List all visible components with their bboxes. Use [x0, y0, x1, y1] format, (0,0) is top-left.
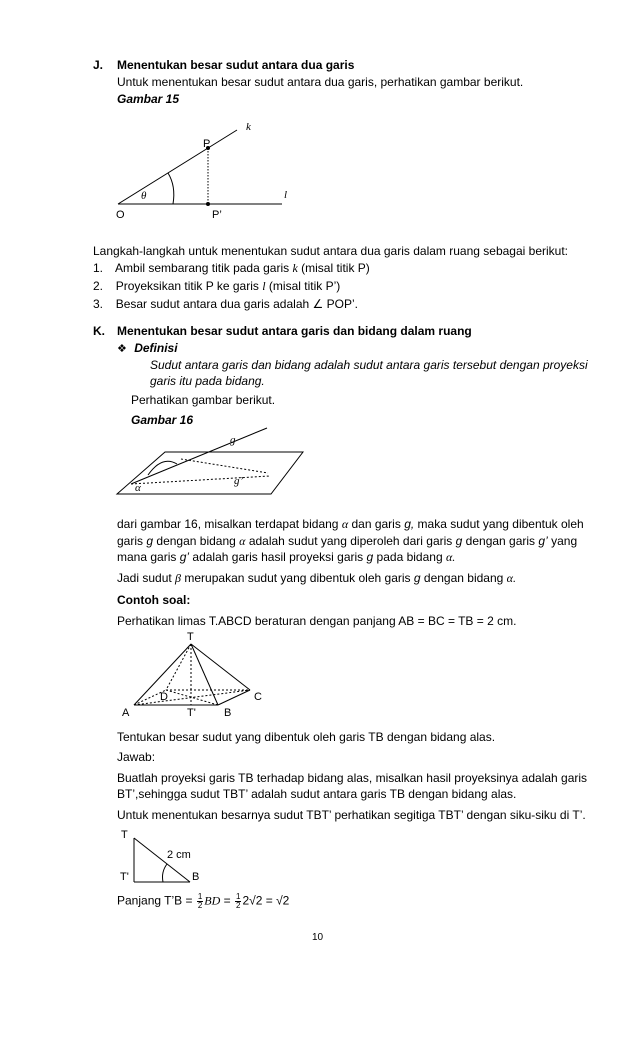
fraction-half: $\frac{1}{2}$	[236, 892, 241, 910]
pyramid-label-d: D	[160, 691, 168, 703]
pyramid-label-t-prime: T'	[187, 707, 196, 719]
section-j-letter: J.	[93, 58, 104, 72]
label-o: O	[116, 209, 125, 221]
contoh-soal-title: Contoh soal:	[117, 593, 191, 607]
label-g: g	[230, 434, 236, 446]
step-text: Besar sudut antara dua garis adalah	[115, 297, 310, 311]
step-symbol: k	[292, 261, 298, 275]
step-number: 1.	[93, 261, 104, 275]
section-k-title: Menentukan besar sudut antara garis dan bidang dalam ruang	[117, 324, 472, 338]
label-theta: θ	[141, 190, 147, 202]
page-number: 10	[312, 932, 324, 943]
triangle-label-length: 2 cm	[167, 849, 191, 861]
definisi-line-2: garis itu pada bidang.	[150, 374, 265, 388]
step-text-tail: (misal titik P’)	[268, 279, 341, 293]
section-k-letter: K.	[93, 324, 105, 338]
question-text: Tentukan besar sudut yang dibentuk oleh garis TB dengan bidang alas.	[117, 730, 496, 744]
triangle-label-t: T	[121, 829, 128, 841]
pyramid-label-b: B	[224, 707, 232, 719]
step-number: 3.	[93, 297, 104, 311]
definisi-line-1: Sudut antara garis dan bidang adalah sudut antara garis tersebut dengan proyeksi	[150, 358, 588, 372]
angle-symbol: ∠	[312, 297, 324, 311]
pyramid-label-c: C	[254, 691, 262, 703]
triangle-angle-arc	[163, 864, 168, 882]
label-g-prime: g’	[234, 475, 244, 487]
label-k: k	[246, 121, 251, 133]
step-text-tail: (misal titik P)	[301, 261, 370, 275]
figure-15-caption: Gambar 15	[117, 92, 180, 106]
triangle-label-b: B	[192, 871, 200, 883]
step-text: Proyeksikan titik P ke garis	[115, 279, 259, 293]
step-text: Ambil sembarang titik pada garis	[115, 261, 290, 275]
explain-line-3: mana garis g’ adalah garis hasil proyeksi garis g pada bidang α.	[117, 550, 456, 564]
answer-line-3: Untuk menentukan besarnya sudut TBT’ perhatikan segitiga TBT’ dengan siku-siku di T’.	[117, 808, 586, 822]
perhatikan-text: Perhatikan gambar berikut.	[131, 393, 276, 407]
pyramid-label-a: A	[122, 707, 130, 719]
answer-line-1: Buatlah proyeksi garis TB terhadap bidang alas, misalkan hasil proyeksinya adalah garis	[117, 771, 588, 785]
panjang-formula: Panjang T’B = $\frac{1}{2}$ BD = $\frac{1}{2}$ 2√2 = √2	[117, 892, 290, 910]
explain-line-2: garis g dengan bidang α adalah sudut yang diperoleh dari garis g dengan garis g’ yang	[117, 534, 578, 548]
step-symbol: l	[262, 279, 266, 293]
step-text-tail: POP’.	[326, 297, 358, 311]
jadi-line: Jadi sudut β merupakan sudut yang dibentuk oleh garis g dengan bidang α.	[117, 571, 516, 585]
section-j-intro: Untuk menentukan besar sudut antara dua garis, perhatikan gambar berikut.	[117, 75, 524, 89]
step-number: 2.	[93, 279, 104, 293]
label-alpha: α	[135, 482, 141, 494]
pyramid-label-t: T	[187, 631, 194, 643]
diamond-bullet-icon: ❖	[117, 342, 127, 355]
definisi-title: Definisi	[134, 341, 178, 355]
section-j-title: Menentukan besar sudut antara dua garis	[117, 58, 355, 72]
steps-intro: Langkah-langkah untuk menentukan sudut antara dua garis dalam ruang sebagai berikut:	[93, 244, 568, 258]
figure-16-caption: Gambar 16	[131, 413, 194, 427]
label-p: P	[203, 138, 211, 150]
label-l: l	[284, 189, 288, 201]
answer-line-2: BT’,sehingga sudut TBT’ adalah sudut antara garis TB dengan bidang alas.	[117, 787, 517, 801]
jawab-label: Jawab:	[117, 750, 156, 764]
problem-text: Perhatikan limas T.ABCD beraturan dengan panjang AB = BC = TB = 2 cm.	[117, 614, 517, 628]
fraction-half: $\frac{1}{2}$	[197, 892, 203, 910]
explain-line-1: dari gambar 16, misalkan terdapat bidang α dan garis g, maka sudut yang dibentuk oleh	[117, 517, 584, 531]
label-pp: P’	[212, 209, 222, 221]
triangle-label-t-prime: T'	[120, 871, 129, 883]
